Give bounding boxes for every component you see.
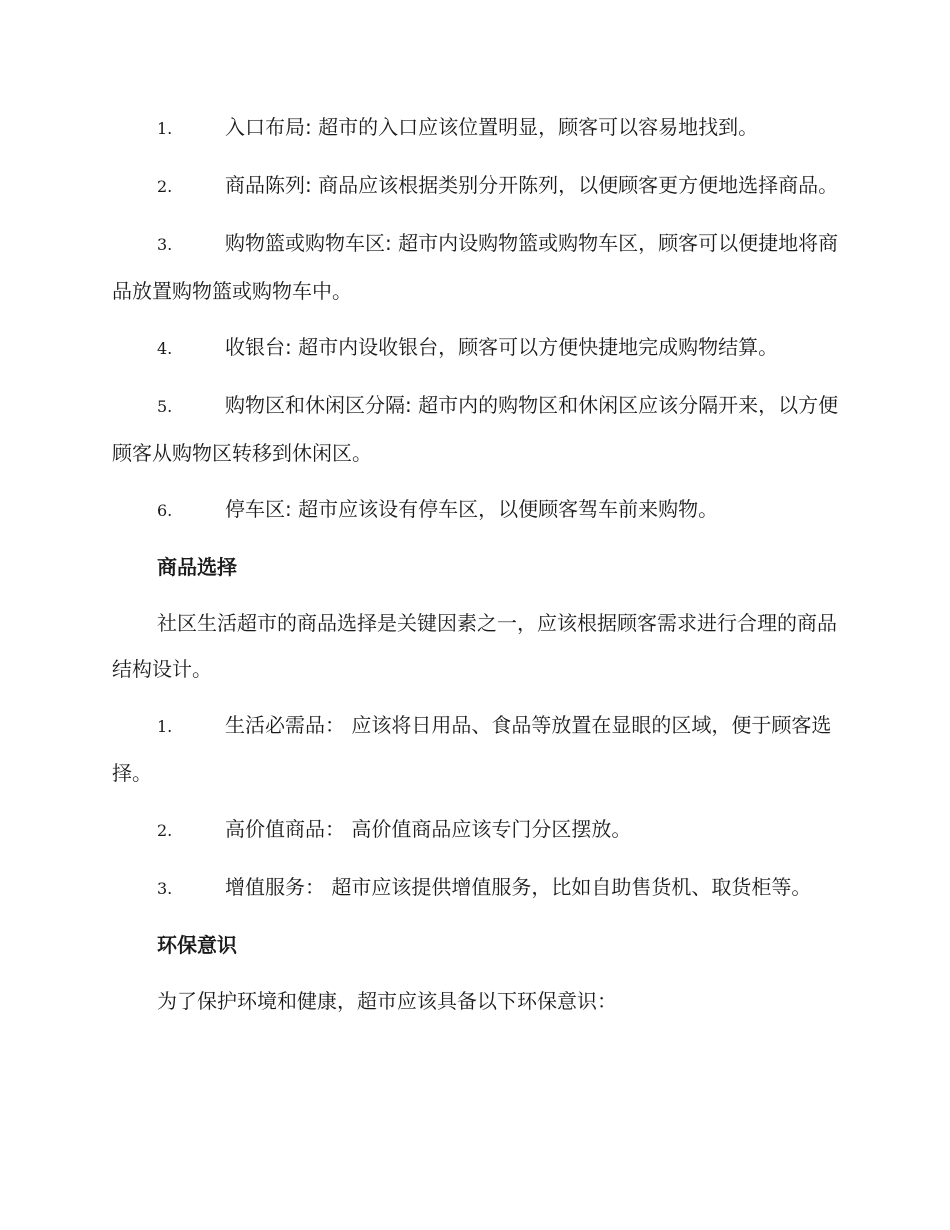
list-number: 2. — [157, 821, 173, 840]
list-number: 5. — [157, 397, 173, 416]
list-item-cart-area — [112, 220, 842, 314]
section-intro-goods: 社区生活超市的商品选择是关键因素之一，应该根据顾客需求进行合理的商品结构设计。 — [112, 611, 837, 681]
item-separator: ： — [325, 713, 352, 737]
list-item-parking — [112, 486, 842, 534]
item-text: 超市内设收银台，顾客可以方便快捷地完成购物结算。 — [298, 335, 779, 359]
list-item-necessities — [112, 702, 842, 796]
list-item-high-value — [112, 806, 842, 854]
list-item-checkout — [112, 324, 842, 372]
item-separator: : — [285, 335, 299, 359]
list-number: 4. — [157, 339, 173, 358]
item-separator: ： — [325, 817, 352, 841]
item-text: 高价值商品应该专门分区摆放。 — [351, 817, 632, 841]
item-separator: : — [405, 393, 419, 417]
item-title: 购物篮或购物车区 — [225, 231, 385, 255]
item-text: 超市应该提供增值服务，比如自助售货机、取货柜等。 — [331, 875, 812, 899]
list-item-display — [112, 162, 842, 210]
item-title: 入口布局 — [225, 115, 305, 139]
item-text: 应该将日用品、食品等放置在显眼的区域，便于顾客选择。 — [112, 713, 832, 785]
section-heading-environment: 环保意识 — [157, 933, 237, 957]
item-title: 生活必需品 — [225, 713, 325, 737]
list-number: 6. — [157, 501, 173, 520]
item-text: 超市内的购物区和休闲区应该分隔开来，以方便顾客从购物区转移到休闲区。 — [112, 393, 839, 465]
item-text: 超市内设购物篮或购物车区，顾客可以便捷地将商品放置购物篮或购物车中。 — [112, 231, 839, 303]
list-number: 3. — [157, 879, 173, 898]
item-title: 增值服务 — [225, 875, 305, 899]
item-title: 收银台 — [225, 335, 285, 359]
item-title: 商品陈列 — [225, 173, 305, 197]
section-heading-goods: 商品选择 — [157, 555, 237, 579]
item-title: 购物区和休闲区分隔 — [225, 393, 405, 417]
section-intro-environment: 为了保护环境和健康，超市应该具备以下环保意识： — [157, 989, 617, 1013]
item-separator: ： — [305, 875, 332, 899]
document-page — [112, 104, 842, 1034]
item-text: 超市的入口应该位置明显，顾客可以容易地找到。 — [318, 115, 759, 139]
item-title: 停车区 — [225, 497, 285, 521]
item-text: 超市应该设有停车区，以便顾客驾车前来购物。 — [298, 497, 719, 521]
item-separator: : — [285, 497, 299, 521]
list-item-entrance — [112, 104, 842, 152]
item-title: 高价值商品 — [225, 817, 325, 841]
item-separator: : — [385, 231, 399, 255]
list-number: 1. — [157, 119, 173, 138]
item-text: 商品应该根据类别分开陈列，以便顾客更方便地选择商品。 — [318, 173, 839, 197]
item-separator: : — [305, 173, 319, 197]
item-separator: : — [305, 115, 319, 139]
list-number: 2. — [157, 177, 173, 196]
list-number: 3. — [157, 235, 173, 254]
list-item-value-added — [112, 864, 842, 912]
list-number: 1. — [157, 717, 173, 736]
list-item-zone-separation — [112, 382, 842, 476]
